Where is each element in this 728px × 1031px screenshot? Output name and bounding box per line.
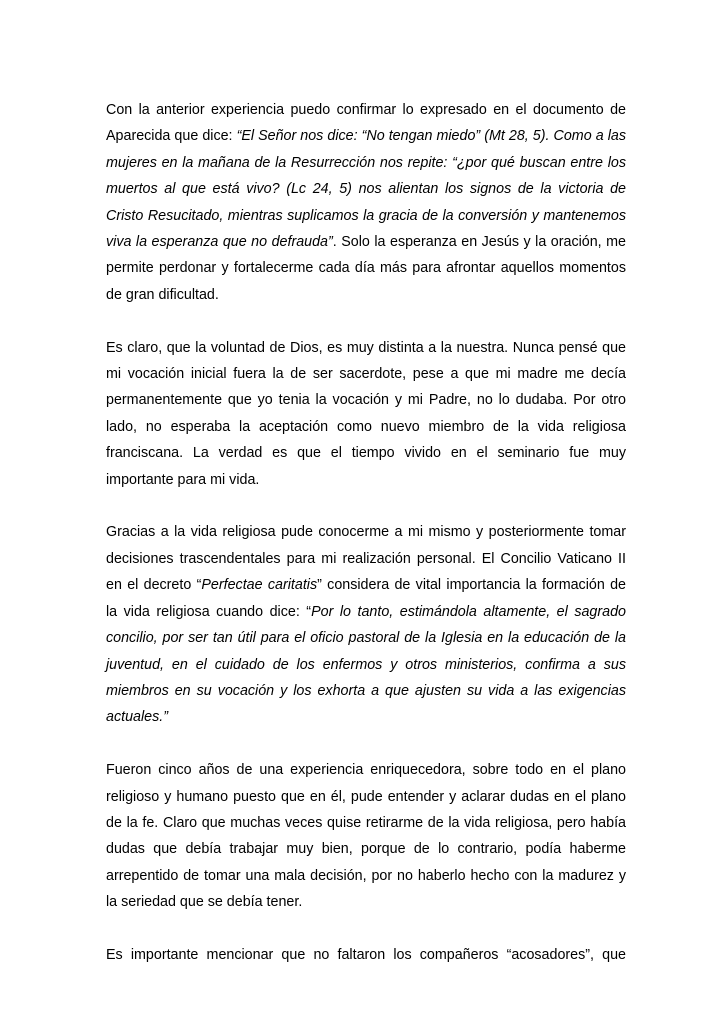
paragraph-text: Con la anterior experiencia puedo confirmar lo expresado en el documento de Aparecida que dice:: [106, 102, 626, 145]
document-page: [106, 97, 626, 995]
council-quote: Por lo tanto, estimándola altamente, el sagrado concilio, por ser tan útil para el oficio pastoral de la Iglesia en la educación de la juventud, en el cuidado de los enfermos y otros ministerios, confirma a sus miembros en su vocación y los exhorta a que ajusten su vida a las exigencias actuales.”: [106, 603, 626, 726]
aparecida-quote: “El Señor nos dice: “No tengan miedo” (Mt 28, 5). Como a las mujeres en la mañana de la Resurrección nos repite: “¿por qué buscan entre los muertos al que está vivo? (Lc 24, 5) nos alientan los signos de la victoria de Cristo Resucitado, mientras suplicamos la gracia de la conversión y mantenemos viva la esperanza que no defrauda”: [106, 128, 626, 251]
decree-title: Perfectae caritatis: [201, 577, 318, 594]
paragraph-aparecida: [106, 97, 626, 308]
paragraph-text: Gracias a la vida religiosa pude conocerme a mi mismo y posteriormente tomar decisiones trascendentales para mi realización personal. El Concilio Vaticano II en el decreto “: [106, 524, 626, 594]
paragraph-text: . Solo la esperanza en Jesús y la oración, me permite perdonar y fortalecerme cada día más para afrontar aquellos momentos de gran dificultad.: [106, 234, 627, 303]
paragraph-text: ” considera de vital importancia la formación de la vida religiosa cuando dice: “: [106, 577, 626, 620]
paragraph-five-years: Fueron cinco años de una experiencia enriquecedora, sobre todo en el plano religioso y humano puesto que en él, pude entender y aclarar dudas en el plano de la fe. Claro que muchas veces quise retirarme de la vida religiosa, pero había dudas que debía trabajar muy bien, porque de lo contrario, podía haberme arrepentido de tomar una mala decisión, por no haberlo hecho con la madurez y la seriedad que se debía tener.: [106, 762, 626, 911]
paragraph-vocation: Es claro, que la voluntad de Dios, es muy distinta a la nuestra. Nunca pensé que mi vocación inicial fuera la de ser sacerdote, pese a que mi madre me decía permanentemente que yo tenia la vocación y mi Padre, no lo dudaba. Por otro lado, no esperaba la aceptación como nuevo miembro de la vida religiosa franciscana. La verdad es que el tiempo vivido en el seminario fue muy importante para mi vida.: [106, 339, 626, 488]
paragraph-companions: Es importante mencionar que no faltaron los compañeros “acosadores”, que: [106, 946, 626, 963]
paragraph-religious-life: [106, 519, 626, 730]
